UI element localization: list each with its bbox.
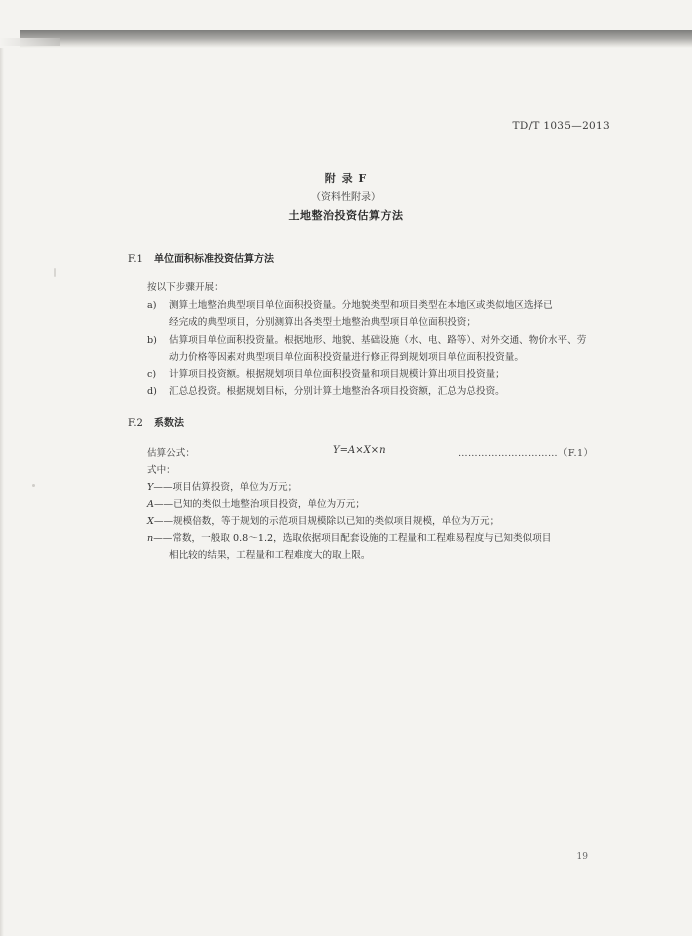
list-text: 估算项目单位面积投资量。根据地形、地貌、基础设施（水、电、路等）、对外交通、物价水平、劳 <box>169 335 587 346</box>
section-title: 单位面积标准投资估算方法 <box>154 254 274 265</box>
scan-speck <box>54 268 56 277</box>
section-number: F.2 <box>128 418 143 429</box>
variable-definition-continuation: 相比较的结果，工程量和工程难度大的取上限。 <box>169 550 371 561</box>
list-item <box>147 383 505 397</box>
section-heading-f1 <box>128 250 274 265</box>
variable-definition <box>147 530 551 544</box>
variable-text: ——常数，一般取 0.8～1.2，选取依据项目配套设施的工程量和工程难易程度与已知类似项目 <box>153 533 552 544</box>
list-item <box>147 332 586 346</box>
variable-symbol: A <box>147 499 154 510</box>
where-label: 式中： <box>147 465 176 476</box>
list-text-continuation: 经完成的典型项目，分别测算出各类型土地整治典型项目单位面积投资； <box>169 317 476 328</box>
appendix-type: （资料性附录） <box>311 192 381 203</box>
section-intro: 按以下步骤开展： <box>147 282 224 293</box>
variable-definition <box>147 479 297 493</box>
variable-symbol: Y <box>147 482 154 493</box>
variable-text: ——项目估算投资，单位为万元； <box>153 482 298 493</box>
list-item <box>147 297 553 311</box>
scan-shadow <box>20 30 692 48</box>
variable-text: ——规模倍数，等于规划的示范项目规模除以已知的类似项目规模，单位为万元； <box>153 516 500 527</box>
section-title: 系数法 <box>154 418 184 429</box>
formula: Y=A×X×n <box>333 445 386 456</box>
list-text: 测算土地整治典型项目单位面积投资量。分地貌类型和项目类型在本地区或类似地区选择已 <box>169 300 553 311</box>
variable-symbol: n <box>147 533 154 544</box>
appendix-label: 附 录 F <box>324 172 368 185</box>
list-item <box>147 366 505 380</box>
section-heading-f2 <box>128 414 184 429</box>
variable-text: ——已知的类似土地整治项目投资，单位为万元； <box>153 499 365 510</box>
variable-definition <box>147 496 365 510</box>
list-text: 汇总总投资。根据规划目标，分别计算土地整治各项目投资额，汇总为总投资。 <box>169 386 505 397</box>
section-number: F.1 <box>128 254 143 265</box>
scan-speck <box>32 484 35 487</box>
list-marker: d) <box>147 386 157 397</box>
formula-label: 估算公式： <box>147 448 195 459</box>
document-code: TD/T 1035—2013 <box>512 120 610 132</box>
variable-definition <box>147 513 499 527</box>
list-text: 计算项目投资额。根据规划项目单位面积投资量和项目规模计算出项目投资量； <box>169 369 505 380</box>
list-marker: c) <box>147 369 157 380</box>
page-number: 19 <box>576 852 588 862</box>
list-text-continuation: 动力价格等因素对典型项目单位面积投资量进行修正得到规划项目单位面积投资量。 <box>169 352 524 363</box>
list-marker: b) <box>147 335 157 346</box>
formula-number: …………………………（F.1） <box>458 448 594 459</box>
list-marker: a) <box>147 300 157 311</box>
scan-shadow-left <box>0 38 60 46</box>
variable-symbol: X <box>147 516 154 527</box>
appendix-title: 土地整治投资估算方法 <box>288 209 404 222</box>
